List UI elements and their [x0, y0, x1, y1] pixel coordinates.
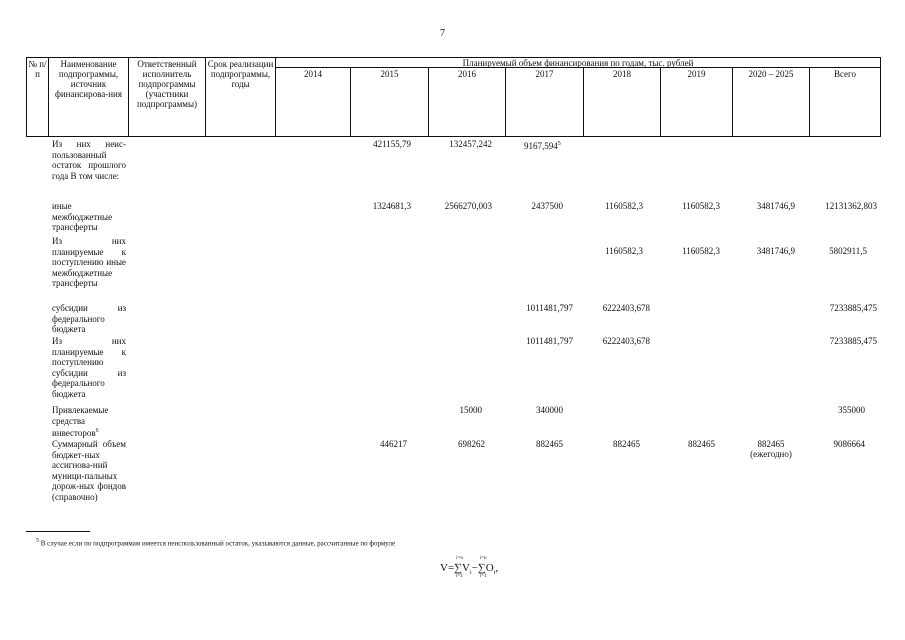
year-2016: 2016: [458, 69, 476, 79]
row-label: Суммарный объем бюджет-ных ассигнова-ний муници-пальных дорож-ных фондов (справочно): [52, 439, 126, 502]
row-label: субсидии из федерального бюджета: [52, 303, 126, 334]
cell-2018: 1160582,3: [605, 201, 643, 211]
row-label: Из них неис-пользованный остаток прошлого года В том числе:: [52, 139, 126, 181]
formula-eq: =: [447, 562, 455, 574]
year-total: Всего: [833, 69, 857, 79]
footnote-marker: 5: [36, 538, 39, 544]
header-planned: Планируемый объем финансирования по годам, тыс. рублей: [462, 58, 694, 68]
col-line: [205, 57, 206, 137]
cell-total: 355000: [838, 405, 865, 415]
year-2017: 2017: [535, 69, 554, 79]
cell-2017: 1011481,797: [526, 303, 573, 313]
cell-2017: 340000: [536, 405, 563, 415]
cell-2015: 421155,79: [373, 139, 411, 149]
sum-sign-icon: ∑ i=n i=1: [454, 556, 463, 579]
formula-lhs: V: [440, 562, 448, 574]
footnote-separator: [26, 531, 90, 532]
cell-2015: 446217: [380, 439, 407, 449]
row-label: иные межбюджетные трансферты: [52, 201, 113, 232]
sum-lower-limit: i=1: [479, 574, 487, 579]
year-2018: 2018: [613, 69, 631, 79]
cell-2016: 698262: [458, 439, 485, 449]
formula-end: ,: [495, 562, 499, 574]
row-label: Из них планируемые к поступлению субсидии из федерального бюджета: [52, 336, 126, 399]
cell-2017: 2437500: [531, 201, 563, 211]
year-2014: 2014: [304, 69, 322, 79]
sum-lower-limit: i=1: [456, 574, 463, 579]
formula-minus: −: [471, 562, 478, 574]
footnote-text: В случае если по подпрограммам имеется неиспользованный остаток, указываются данные, рассчитанные по формуле: [40, 539, 396, 548]
cell-2018: 882465: [613, 439, 640, 449]
cell-2019: 1160582,3: [682, 246, 720, 256]
col-line: [128, 57, 129, 137]
cell-2018: 1160582,3: [605, 246, 643, 256]
cell-total: 9086664: [833, 439, 865, 449]
header-name: Наименование подпрограммы, источник финансирова-ния: [55, 59, 122, 99]
formula: [440, 556, 499, 579]
cell-2020-2025: 3481746,9: [756, 246, 795, 256]
cell-2019: 882465: [688, 439, 715, 449]
year-2019: 2019: [687, 69, 706, 79]
cell-2015: 1324681,3: [372, 201, 411, 211]
formula-term2-sub: i: [493, 570, 496, 577]
footnote: [36, 538, 395, 547]
cell-total: 12131362,803: [825, 201, 877, 211]
cell-total: 7233885,475: [829, 303, 877, 313]
cell-2016: 132457,242: [449, 139, 492, 149]
cell-total: 7233885,475: [829, 336, 877, 346]
header-responsible: Ответственный исполнитель подпрограммы (участники подпрограммы): [136, 59, 198, 109]
cell-2017: 882465: [536, 439, 563, 449]
year-2015: 2015: [380, 69, 399, 79]
cell-total: 5802911,5: [829, 246, 867, 256]
cell-2020-2025: 3481746,9: [756, 201, 795, 211]
cell-2017: 1011481,797: [526, 336, 573, 346]
col-line: [880, 57, 881, 137]
header-bottom-line: [26, 136, 881, 137]
header-term: Срок реализации подпрограммы, годы: [207, 59, 274, 89]
sum-upper-limit: i=n: [456, 556, 463, 561]
cell-2018: 6222403,678: [602, 336, 650, 346]
cell-2020-2025-note: (ежегодно): [750, 449, 792, 459]
row-label: Из них планируемые к поступлению иные межбюджетные трансферты: [52, 236, 126, 288]
header-num: № п/п: [28, 59, 47, 79]
page-number: 7: [440, 28, 445, 39]
sum-sign-icon: ∑ i=n i=1: [477, 556, 487, 579]
cell-2016: 2566270,003: [444, 201, 492, 211]
year-2020-2025: 2020 – 2025: [748, 69, 794, 79]
col-line: [48, 57, 49, 137]
cell-2018: 6222403,678: [602, 303, 650, 313]
cell-2020-2025-value: 882465: [757, 439, 785, 449]
cell-2020-2025: [733, 439, 809, 459]
cell-2016: 15000: [459, 405, 482, 415]
formula-term1: V: [462, 562, 470, 574]
footnote-ref: 6: [95, 428, 99, 434]
formula-term1-sub: i: [469, 570, 472, 577]
formula-term2: O: [485, 562, 494, 574]
footnote-ref: 5: [557, 141, 561, 147]
sum-upper-limit: i=n: [479, 556, 487, 561]
cell-2017: 9167,594$^5$: [524, 141, 561, 151]
cell-2019: 1160582,3: [682, 201, 720, 211]
row-label: Привлекаемые средства инвесторов$^6$: [52, 405, 109, 438]
